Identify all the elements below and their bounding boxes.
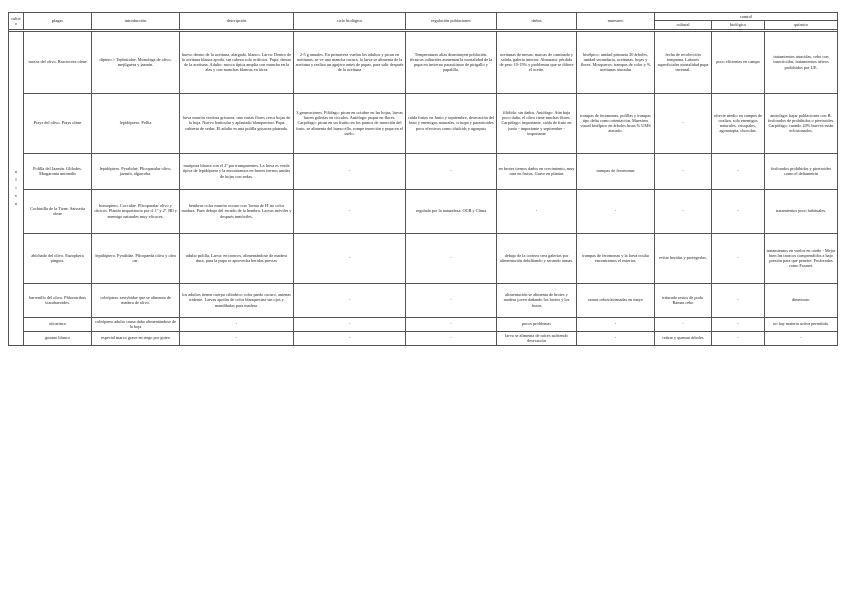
cell-quimico: antrofago: bajar poblaciones con B. fosforados de prohibidos o piretroides. Carpófago: cuando 20% huevos están eclosionados. (765, 93, 838, 153)
cell-ciclo: - (294, 189, 406, 233)
cell-cultural: - (655, 93, 712, 153)
cell-descripcion: los adultos tienen cuerpo cilíndrico color pardo oscuro, antenas tridente. Larvas apodas de color blanquecino sin ojos y mandíbulas para madera. (180, 283, 294, 317)
cell-plaga: barrenillo del olivo. Phloeotribus scarabaeoides. (24, 283, 92, 317)
cell-cultural: retirar y quemar árboles (655, 331, 712, 345)
cell-danos: alimentación se alimenta de brotes y madera joven dañando los brotes y los frutos (497, 283, 577, 317)
cell-ciclo: - (294, 233, 406, 283)
pest-table (8, 12, 838, 346)
cell-ciclo: 2-5 g anuales. En primavera vuelan los adultos y pican en aceitunas, se ve una mancha oscura, la larva se alimenta de la aceituna y realiza un agujero antes de pupar, para salir después de la aceituna (294, 31, 406, 93)
cell-danos: - (497, 189, 577, 233)
cell-regulacion: regulada por la naturaleza. OCB y Clima (406, 189, 497, 233)
cell-biologico: ofrecie medio en campos de ocaliza, solo enemigos naturales, crisopales, agonatopia, chocolas. (712, 93, 765, 153)
cell-biologico: - (712, 153, 765, 189)
cell-regulacion: - (406, 283, 497, 317)
table-row (9, 317, 838, 331)
table-row (9, 153, 838, 189)
cell-ciclo: - (294, 331, 406, 345)
cell-ciclo: - (294, 153, 406, 189)
cell-descripcion: huevo dentro de la aceituna, alargado, blanco. Larva: Dentro de la aceituna blanca apoda, sin cabeza solo orificios. Pupa: dentro de la aceituna. Adulto: mosca típica amplia con mancha en la alas y con manchas blancas en tórax (180, 31, 294, 93)
cell-muestreo: - (577, 331, 655, 345)
cell-muestreo: bisélpico: unidad primaria 20 árboles, unidad secundaria, aceitunas, hojas y flores. Mosqueros: trampas de color y % aceitunas atacadas (577, 31, 655, 93)
cell-regulacion: caída frutos en Junio y septiembre, desecación del fruto y enemigos naturales, crisopa y parasitoides poco efectivos como chalcids y agonpsis (406, 93, 497, 153)
cell-cultural: - (655, 189, 712, 233)
header-crop: cultivo (9, 13, 24, 30)
cell-descripcion: hembras color marrón oscuro con 'forma de H' no color madura. Pues debajo del escudo de la hembra. Larvas móviles y después inmóviles. (180, 189, 294, 233)
cell-biologico: - (712, 317, 765, 331)
cell-descripcion: mariposa blanca con el 2º par transparentes. La larva es verde típica de lepidóptera y la encontramos en brotes tiernos unidas de hojas con sedas. (180, 153, 294, 189)
cell-quimico: dimetoato. (765, 283, 838, 317)
header-cultural: cultural (655, 21, 712, 29)
cell-muestreo: trampas de feromonas (577, 153, 655, 189)
cell-danos: debajo de la corteza crea galerías por alimentación debilitando y secando ramas. (497, 233, 577, 283)
cell-danos: pocos problemas (497, 317, 577, 331)
cell-danos: en brotes tiernos daños en crecimiento, muy rara en frutos. Grave en plantas (497, 153, 577, 189)
cell-descripcion: - (180, 317, 294, 331)
header-biologico: biológico (712, 21, 765, 29)
cell-descripcion: adulto polilla. Larva: en troncos, alimentándose de madera dura, para la pupa se aprovecha heridas previas (180, 233, 294, 283)
cell-danos: aceitunas de mesas: marcas de caminado y salida, galería interior. Almazara: pérdida de peso 10-15% y problemas que se difiere el aceite. (497, 31, 577, 93)
cell-regulacion: - (406, 317, 497, 331)
cell-plaga: Polilla del Jazmín. Glifodes. Margaronia unionalis (24, 153, 92, 189)
cell-ciclo: - (294, 317, 406, 331)
cell-regulacion: - (406, 331, 497, 345)
cell-quimico: - (765, 331, 838, 345)
cell-regulacion: Temperaturas altas disminuyen población. técnicas culturales aumentan la mortalidad de la pupa en invierno parasitismo de pirigallo y papalilla. (406, 31, 497, 93)
cell-plaga: Prays del olivo. Prays oleae (24, 93, 92, 153)
cell-regulacion: - (406, 233, 497, 283)
cell-plaga: otiorrinco (24, 317, 92, 331)
cell-biologico: poco eficientes en campo (712, 31, 765, 93)
crop-label: o l i v o (14, 169, 18, 207)
crop-cell (9, 31, 24, 345)
header-ciclo: ciclo biológico (294, 13, 406, 30)
table-row (9, 331, 838, 345)
cell-introduccion: lepidóptero. Pyralidae. Plicopaeda olivo y olea car. (92, 233, 180, 283)
table-row (9, 283, 838, 317)
table-body (9, 29, 838, 345)
cell-muestreo: ramas cebos/atrimadas en mayo (577, 283, 655, 317)
header-quimico: químico (765, 21, 838, 29)
cell-biologico: - (712, 283, 765, 317)
cell-ciclo: - (294, 283, 406, 317)
table-row (9, 31, 838, 93)
cell-plaga: abichado del olivo. Euzophera pinguis. (24, 233, 92, 283)
cell-quimico: tratamientos poco habituales. (765, 189, 838, 233)
cell-cultural: fecha de recolección temprana. Labores superficiales mortalidad pupa invernal. (655, 31, 712, 93)
cell-biologico: - (712, 233, 765, 283)
cell-introduccion: coleóptero adulto causa daño alimentándose de la hoja (92, 317, 180, 331)
cell-introduccion: díptero > Tephritidae. Monofaga de olivo, mejilguera y jazmín. (92, 31, 180, 93)
cell-quimico: tratamientos atracidas, cebo con insecticidas, tratamientos aéreos prohibidos por UE. (765, 31, 838, 93)
cell-quimico: tratamientos en vuelos en otoño - Mejor bien las troncos comprendidos a bajo presión para que penetre. Fosforados como Fosmet. (765, 233, 838, 283)
cell-quimico: no hay materia activa permitida. (765, 317, 838, 331)
header-introduccion: introducción (92, 13, 180, 30)
cell-introduccion: coleóptero xestybidae que se alimenta de madera de olivo. (92, 283, 180, 317)
cell-descripcion: - (180, 331, 294, 345)
cell-muestreo: - (577, 189, 655, 233)
cell-cultural: evitar heridas y protegerlas. (655, 233, 712, 283)
cell-muestreo: trampas de feromonas y la larva oculta encontramos el exterior. (577, 233, 655, 283)
cell-cultural: - (655, 317, 712, 331)
cell-regulacion: - (406, 153, 497, 189)
cell-biologico: - (712, 331, 765, 345)
table-row (9, 93, 838, 153)
cell-introduccion: lepidóptero. Pyralidae. Plicoparalar olivo, jazmín, algarroba. (92, 153, 180, 189)
cell-introduccion: lepidóptero. Pollia (92, 93, 180, 153)
header-regulacion: regulación poblaciones (406, 13, 497, 30)
header-plagas: plagas (24, 13, 92, 30)
cell-plaga: gusano blanco (24, 331, 92, 345)
cell-muestreo: - (577, 317, 655, 331)
cell-plaga: mosca del olivo. Bractocera oleae (24, 31, 92, 93)
cell-cultural: triturado restos de poda. Ramas cebo (655, 283, 712, 317)
table-row (9, 189, 838, 233)
header-descripcion: descripción (180, 13, 294, 30)
header-muestreo: muestreo (577, 13, 655, 30)
header-danos: daños (497, 13, 577, 30)
cell-biologico: - (712, 189, 765, 233)
cell-introduccion: especial marco grave en riego por goteo (92, 331, 180, 345)
header-control: control (655, 13, 838, 21)
cell-cultural: - (655, 153, 712, 189)
cell-muestreo: trampas de feromonas, polillas y trampas tipo delta como orientación. Muestreo visual bisélpico en árboles bruts % UMS atacado. (577, 93, 655, 153)
cell-danos: larva se alimenta de raíces sufriendo desecación (497, 331, 577, 345)
cell-plaga: Cochinilla de la Tizne. Saissetia oleae (24, 189, 92, 233)
cell-danos: filófido: sin daños. Antófago: Aún baja poco daño, el olivo tiene muchas flores. Carpófago: importante, caída de fruto en junio - importante y septiembre - importante (497, 93, 577, 153)
table-header (9, 13, 838, 30)
cell-ciclo: 3 generaciones. Filófago: pican en octubre en las hojas, larvas hacen galerías en círculos. Antófago: pupas en flores. Carpófago: pican en un frutito en los puntos de inserción del fruto, se alimenta del hueso ello, rompe inserción y pupa en el suelo. (294, 93, 406, 153)
table-row (9, 233, 838, 283)
cell-quimico: fosforados prohibidos y piretroides como el deltametrin (765, 153, 838, 189)
cell-introduccion: homoptero. Coccidae. Plicoparalar olivo y cítricos. Plantío importancia por d. 1º y 2º. Hll y enemigo naturales muy eficaces. (92, 189, 180, 233)
cell-descripcion: larva marrón verdosa grisacea, una varias flores cerca hojas de la hoja. Nuevo lenticular y aplastado blanquecino. Pupa cubierta de sedas. El adulto es una polilla grisacea plateada. (180, 93, 294, 153)
